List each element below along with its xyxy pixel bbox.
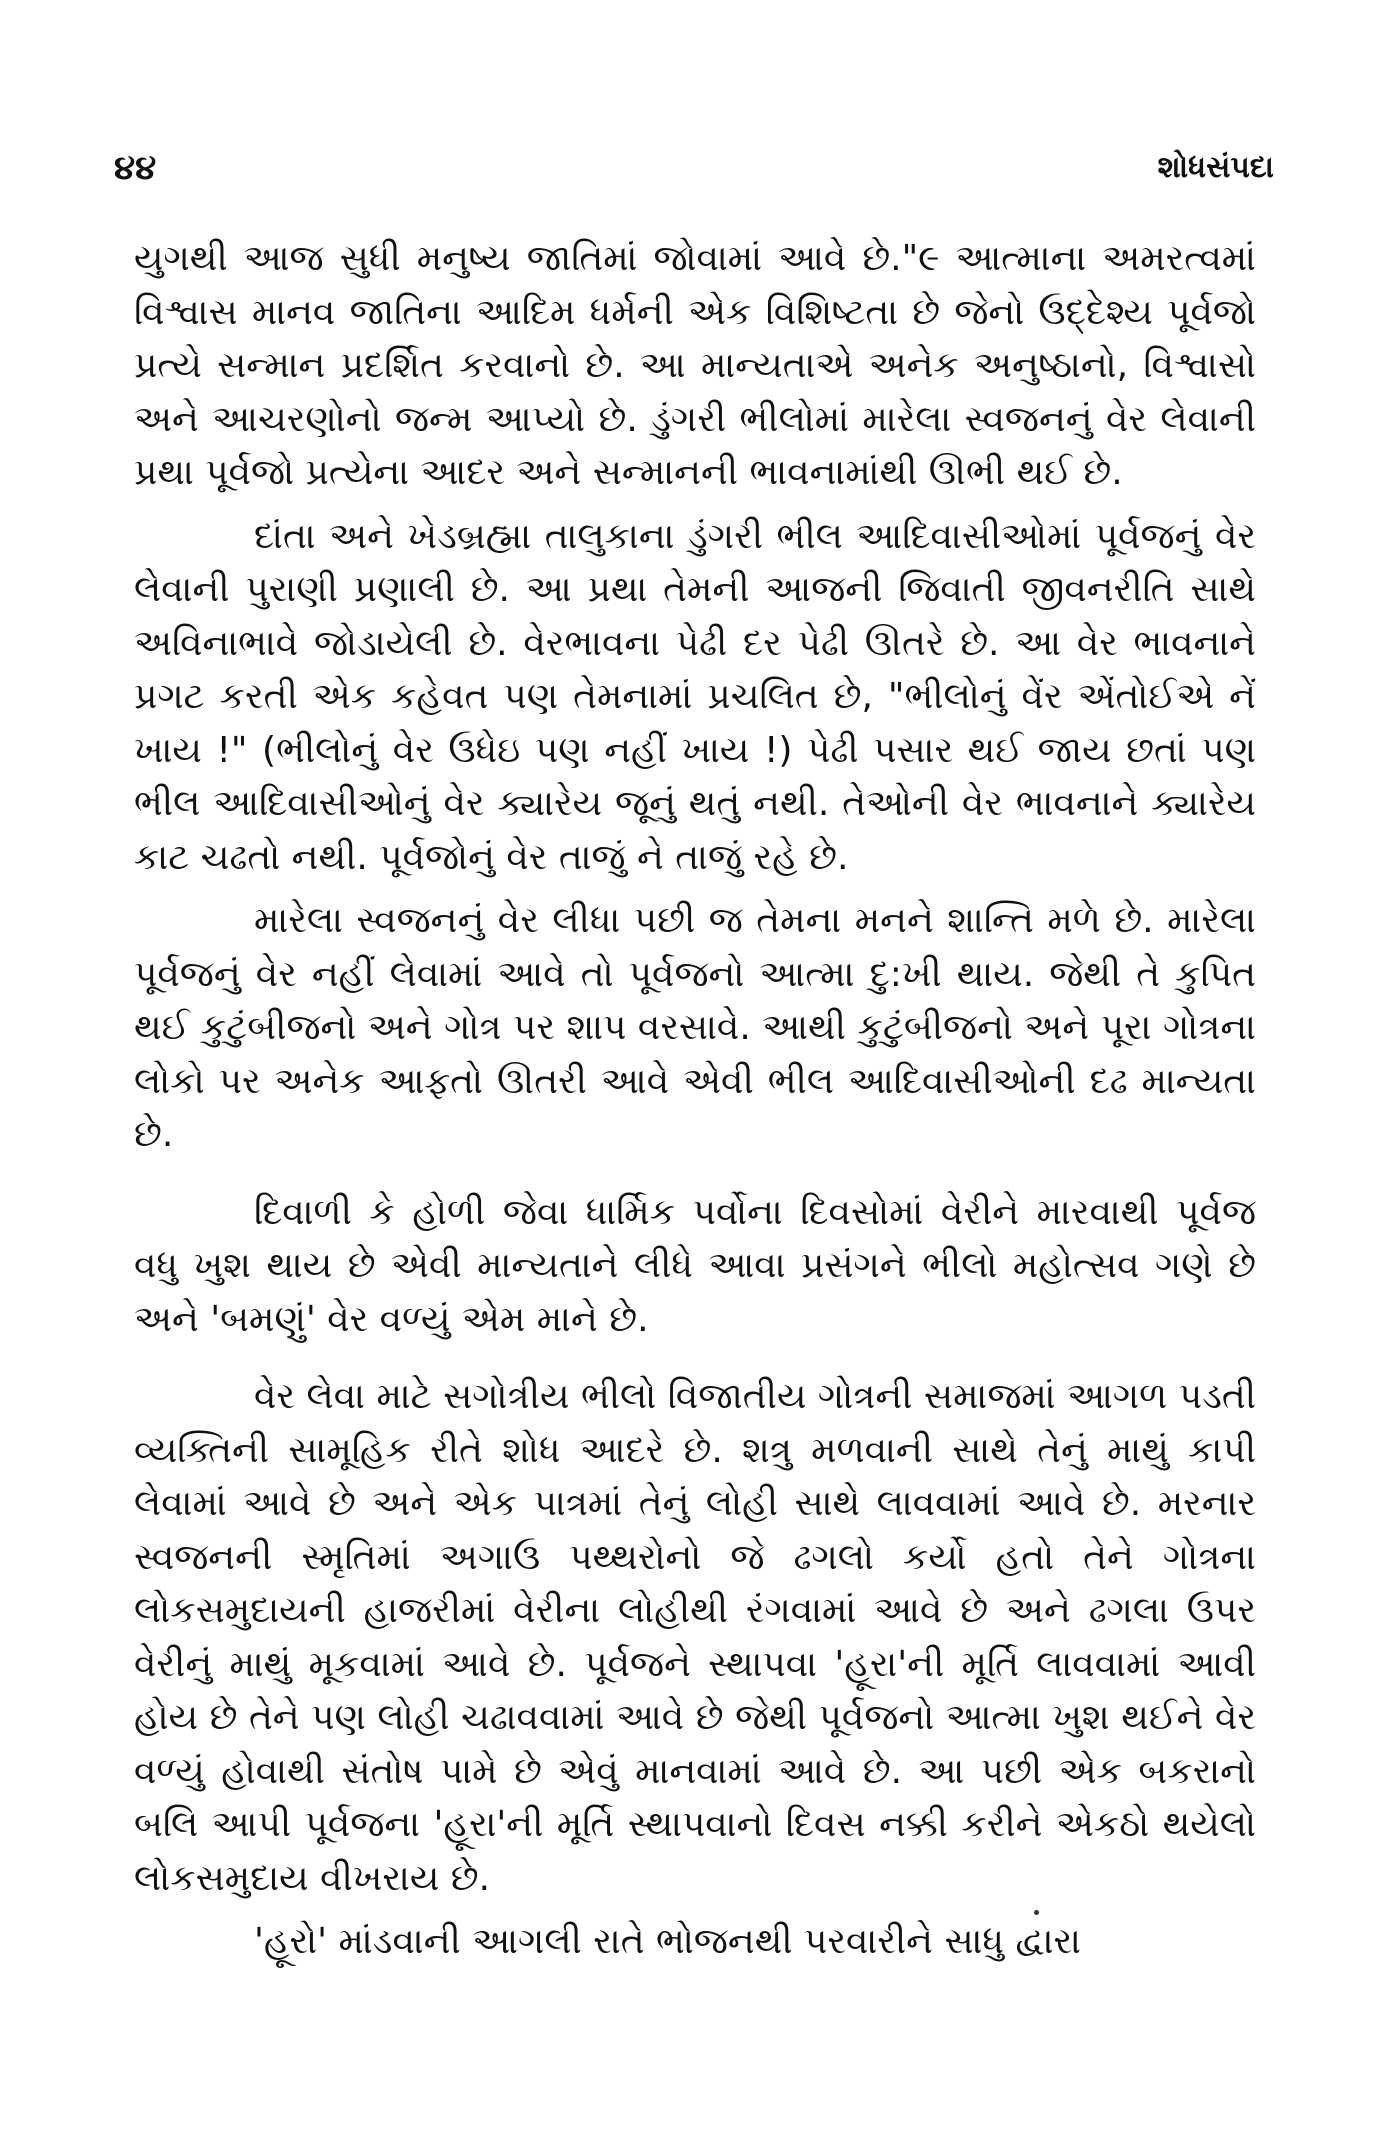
paragraph-4: દિવાળી કે હોળી જેવા ધાર્મિક પર્વોના દિવસોમાં વેરીને મારવાથી પૂર્વજ વધુ ખુશ થાય છે એવી માન્યતાને લીધે આવા પ્રસંગને ભીલો મહોત્સવ ગણે છે અને 'બમણું' વેર વળ્યું એમ માને છે. [134, 1191, 1256, 1340]
body-text [134, 232, 1256, 1969]
running-title: શોધસંપદા [1157, 150, 1274, 185]
paragraph-5: વેર લેવા માટે સગોત્રીય ભીલો વિજાતીય ગોત્રની સમાજમાં આગળ પડતી વ્યક્તિની સામૂહિક રીતે શોધ આદરે છે. શત્રુ મળવાની સાથે તેનું માથું કાપી લેવામાં આવે છે અને એક પાત્રમાં તેનું લોહી સાથે લાવવામાં આવે છે. મરનાર સ્વજનની સ્મૃતિમાં અગાઉ પથ્થરોનો જે ઢગલો કર્યો હતો તેને ગોત્રના લોકસમુદાયની હાજરીમાં વેરીના લોહીથી રંગવામાં આવે છે અને ઢગલા ઉપર વેરીનું માથું મૂકવામાં આવે છે. પૂર્વજને સ્થાપવા 'હૂરા'ની મૂર્તિ લાવવામાં આવી હોય છે તેને પણ લોહી ચઢાવવામાં આવે છે જેથી પૂર્વજનો આત્મા ખુશ થઈને વેર વળ્યું હોવાથી સંતોષ પામે છે એવું માનવામાં આવે છે. આ પછી એક બકરાનો બલિ આપી પૂર્વજના 'હૂરા'ની મૂર્તિ સ્થાપવાનો દિવસ નક્કી કરીને એકઠો થયેલો લોકસમુદાય વીખરાય છે. [134, 1376, 1256, 1899]
paragraph-2: દાંતા અને ખેડબ્રહ્મા તાલુકાના ડુંગરી ભીલ આદિવાસીઓમાં પૂર્વજનું વેર લેવાની પુરાણી પ્રણાલી છે. આ પ્રથા તેમની આજની જિવાતી જીવનરીતિ સાથે અવિનાભાવે જોડાયેલી છે. વેરભાવના પેઢી દર પેઢી ઊતરે છે. આ વેર ભાવનાને પ્રગટ કરતી એક કહેવત પણ તેમનામાં પ્રચલિત છે, "ભીલોનું વેંર એંતોઈએ નેં ખાય !" (ભીલોનું વેર ઉધેઇ પણ નહીં ખાય !) પેઢી પસાર થઈ જાય છતાં પણ ભીલ આદિવાસીઓનું વેર ક્યારેય જૂનું થતું નથી. તેઓની વેર ભાવનાને ક્યારેય કાટ ચઢતો નથી. પૂર્વજોનું વેર તાજું ને તાજું રહે છે. [134, 515, 1256, 878]
page-number: ૪૪ [114, 148, 157, 188]
paragraph-3: મારેલા સ્વજનનું વેર લીધા પછી જ તેમના મનને શાન્તિ મળે છે. મારેલા પૂર્વજનું વેર નહીં લેવામાં આવે તો પૂર્વજનો આત્મા દુ:ખી થાય. જેથી તે કુપિત થઈ કુટુંબીજનો અને ગોત્ર પર શાપ વરસાવે. આથી કુટુંબીજનો અને પૂરા ગોત્રના લોકો પર અનેક આફતો ઊતરી આવે એવી ભીલ આદિવાસીઓની દઢ માન્યતા છે. [134, 900, 1256, 1155]
paragraph-1: યુગથી આજ સુધી મનુષ્ય જાતિમાં જોવામાં આવે છે."૯ આત્માના અમરત્વમાં વિશ્વાસ માનવ જાતિના આદિમ ધર્મની એક વિશિષ્ટતા છે જેનો ઉદ્દેશ્ય પૂર્વજો પ્રત્યે સન્માન પ્રદર્શિત કરવાનો છે. આ માન્યતાએ અનેક અનુષ્ઠાનો, વિશ્વાસો અને આચરણોનો જન્મ આપ્યો છે. ડુંગરી ભીલોમાં મારેલા સ્વજનનું વેર લેવાની પ્રથા પૂર્વજો પ્રત્યેના આદર અને સન્માનની ભાવનામાંથી ઊભી થઈ છે. [134, 238, 1256, 493]
ink-speck [1034, 1910, 1039, 1915]
paragraph-6: 'હૂરો' માંડવાની આગલી રાતે ભોજનથી પરવારીને સાધુ દ્વારા [254, 1921, 1081, 1962]
page-header [114, 140, 1274, 196]
